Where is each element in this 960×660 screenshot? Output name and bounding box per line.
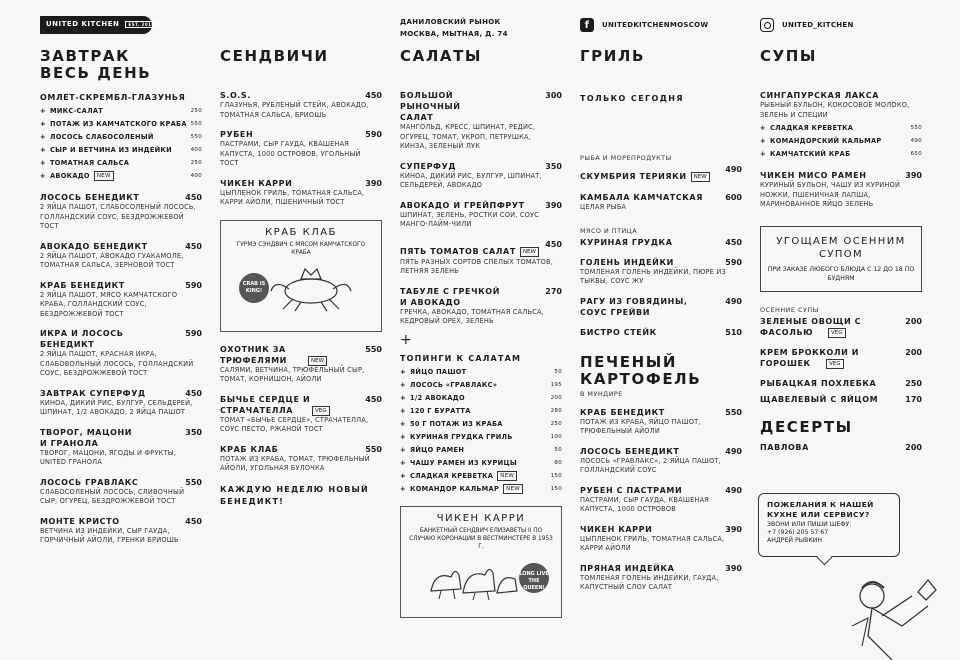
topping-item: + КОМАНДОР КАЛЬМАР NEW 150 [400, 483, 562, 496]
salads-column [400, 48, 562, 618]
option-item: + ТОМАТНАЯ САЛЬСА 250 [40, 157, 202, 170]
item-price: 200 [905, 347, 922, 357]
veg-badge: VEG [828, 328, 846, 338]
promo-desc: БАНКЕТНЫЙ СЕНДВИЧ ЕЛИЗАВЕТЫ II ПО СЛУЧАЮ КОРОНАЦИИ В ВЕСТМИНСТЕРЕ В 1953 Г. [409, 527, 553, 550]
laksa-options [760, 122, 922, 161]
menu-item: КРАБ КЛАБ 550 ПОТАЖ ИЗ КРАБА, ТОМАТ, ТРЮФЕЛЬНЫЙ АЙОЛИ, УГОЛЬНАЯ БУЛОЧКА [220, 444, 382, 472]
item-price: 550 [185, 477, 202, 487]
grill-column [580, 48, 742, 593]
promo-desc: ПРИ ЗАКАЗЕ ЛЮБОГО БЛЮДА С 12 ДО 18 ПО БУДНЯМ [767, 265, 915, 282]
item-desc: МАНГОЛЬД, КРЕСС, ШПИНАТ, РЕДИС, ОГУРЕЦ, ТОМАТ, УКРОП, ПЕТРУШКА, КИНЗА, ЗЕЛЕНЫЙ ЛУК [400, 123, 536, 150]
topping-item: + 1/2 АВОКАДО 200 [400, 392, 562, 405]
new-badge: NEW [503, 484, 523, 494]
item-desc: 2 ЯЙЦА ПАШОТ, АВОКАДО ГУАКАМОЛЕ, ТОМАТНАЯ САЛЬСА, ЗЕРНОВОЙ ТОСТ [40, 251, 184, 269]
desserts-title: ДЕСЕРТЫ [760, 417, 853, 436]
option-item: + ЛОСОСЬ СЛАБОСОЛЕНЫЙ 550 [40, 131, 202, 144]
item-price: 390 [725, 524, 742, 534]
promo-desc: ГУРМЭ СЭНДВИЧ С МЯСОМ КАМЧАТСКОГО КРАБА [236, 241, 366, 256]
feedback-bubble [758, 493, 900, 557]
item-price: 450 [545, 239, 562, 249]
fish-subtitle: РЫБА И МОРЕПРОДУКТЫ [580, 154, 672, 162]
item-price: 490 [725, 446, 742, 456]
divider-cross: + [400, 331, 412, 348]
item-desc: ЦЫПЛЕНОК ГРИЛЬ, ТОМАТНАЯ САЛЬСА, КАРРИ АЙОЛИ [580, 534, 725, 552]
item-price: 600 [725, 193, 742, 202]
new-badge: NEW [520, 247, 539, 257]
item-desc: СЛАБОСОЛЕНЫЙ ЛОСОСЬ, СЛИВОЧНЫЙ СЫР, ОГУРЕЦ, БЕЗДРОЖЖЕВОЙ ТОСТ [40, 487, 185, 505]
feedback-phone[interactable]: +7 (926) 205 57 67 [767, 529, 829, 536]
menu-item: АВОКАДО БЕНЕДИКТ 450 2 ЯЙЦА ПАШОТ, АВОКАДО ГУАКАМОЛЕ, ТОМАТНАЯ САЛЬСА, ЗЕРНОВОЙ ТОСТ [40, 241, 202, 269]
topping-item: + СЛАДКАЯ КРЕВЕТКА NEW 150 [400, 470, 562, 483]
salads-title: САЛАТЫ [400, 47, 483, 65]
crab-stamp: CRAB IS KING! [239, 273, 269, 303]
menu-item [40, 92, 202, 183]
item-desc: 2 ЯЙЦА ПАШОТ, МЯСО КАМЧАТСКОГО КРАБА, ГОЛЛАНДСКИЙ СОУС, БЕЗДРОЖЖЕВОЙ ТОСТ [40, 290, 178, 318]
soups-title: СУПЫ [760, 47, 818, 65]
menu-item: РЫБАЦКАЯ ПОХЛЕБКА 250 [760, 378, 922, 388]
menu-item: ОХОТНИК ЗА ТРЮФЕЛЯМИ NEW 550 САЛЯМИ, ВЕТЧИНА, ТРЮФЕЛЬНЫЙ СЫР, ТОМАТ, КОРНИШОН, АЙОЛИ [220, 344, 382, 383]
sandwiches-title: СЕНДВИЧИ [220, 47, 329, 65]
menu-item: БЫЧЬЕ СЕРДЦЕ И СТРАЧАТЕЛЛА VEG 450 ТОМАТ «БЫЧЬЕ СЕРДЦЕ», СТРАЧАТЕЛЛА, СОУС ПЕСТО, РЖАНОЙ ТОСТ [220, 394, 382, 433]
menu-item: СУПЕРФУД 350 КИНОА, ДИКИЙ РИС, БУЛГУР, ШПИНАТ, СЕЛЬДЕРЕЙ, АВОКАДО [400, 161, 562, 189]
item-desc: КИНОА, ДИКИЙ РИС, БУЛГУР, ШПИНАТ, СЕЛЬДЕРЕЙ, АВОКАДО [400, 171, 542, 189]
promo-title: УГОЩАЕМ ОСЕННИМ СУПОМ [776, 235, 906, 260]
item-price: 450 [185, 516, 202, 526]
menu-item: ПЯТЬ ТОМАТОВ САЛАТ NEW 450 ПЯТЬ РАЗНЫХ СОРТОВ СПЕЛЫХ ТОМАТОВ, ЛЕТНЯЯ ЗЕЛЕНЬ [400, 239, 562, 275]
menu-item: ЩАВЕЛЕВЫЙ С ЯЙЦОМ 170 [760, 394, 922, 404]
option-item: + СЫР И ВЕТЧИНА ИЗ ИНДЕЙКИ 400 [40, 144, 202, 157]
menu-item: КРЕМ БРОККОЛИ И ГОРОШЕК VEG 200 [760, 347, 922, 368]
veg-badge: VEG [312, 406, 330, 416]
chef-illustration [832, 566, 942, 660]
menu-item: ЧИКЕН МИСО РАМЕН 390 КУРИНЫЙ БУЛЬОН, ЧАШУ ИЗ КУРИНОЙ НОЖКИ, ПШЕНИЧНАЯ ЛАПША, МАРИНОВАННОЕ ЯЙЦО ЗЕЛЕНЬ [760, 171, 922, 208]
option-item: + КОМАНДОРСКИЙ КАЛЬМАР 490 [760, 135, 922, 148]
queen-stamp: LONG LIVE THE QUEEN! [519, 563, 549, 593]
breakfast-column [40, 48, 202, 546]
restaurant-logo [40, 16, 155, 34]
address: ДАНИЛОВСКИЙ РЫНОК МОСКВА, МЫТНАЯ, Д. 74 [400, 18, 508, 38]
item-price: 390 [545, 200, 562, 210]
item-desc: ПЯТЬ РАЗНЫХ СОРТОВ СПЕЛЫХ ТОМАТОВ, ЛЕТНЯЯ ЗЕЛЕНЬ [400, 257, 554, 275]
item-desc: САЛЯМИ, ВЕТЧИНА, ТРЮФЕЛЬНЫЙ СЫР, ТОМАТ, КОРНИШОН, АЙОЛИ [220, 365, 365, 383]
menu-item: СИНГАПУРСКАЯ ЛАКСА РЫБНЫЙ БУЛЬОН, КОКОСОВОЕ МОЛОКО, ЗЕЛЕНЬ И СПЕЦИИ + СЛАДКАЯ КРЕВЕТКА 550 + КОМАНДОРСКИЙ КАЛЬМАР 490 + КАМЧАТСКИЙ КРАБ 650 [760, 90, 922, 161]
item-price: 450 [185, 388, 202, 398]
item-price: 590 [185, 329, 202, 338]
item-desc: РЫБНЫЙ БУЛЬОН, КОКОСОВОЕ МОЛОКО, ЗЕЛЕНЬ И СПЕЦИИ [760, 101, 910, 119]
promo-title: ЧИКЕН КАРРИ [436, 512, 526, 524]
item-price: 390 [725, 563, 742, 573]
item-price: 170 [905, 394, 922, 404]
new-badge: NEW [691, 172, 710, 182]
item-price: 450 [185, 241, 202, 251]
menu-item: ЗАВТРАК СУПЕРФУД 450 КИНОА, ДИКИЙ РИС, БУЛГУР, СЕЛЬДЕРЕЙ, ШПИНАТ, 1/2 АВОКАДО, 2 ЯЙЦА ПАШОТ [40, 388, 202, 416]
new-badge: NEW [94, 171, 114, 181]
option-item: + МИКС-САЛАТ 250 [40, 105, 202, 118]
item-desc: ЛОСОСЬ «ГРАВЛАКС», 2 ЯЙЦА ПАШОТ, ГОЛЛАНДСКИЙ СОУС [580, 456, 721, 474]
instagram-icon [760, 18, 774, 32]
veg-badge: VEG [826, 359, 844, 369]
item-desc: 2 ЯЙЦА ПАШОТ, СЛАБОСОЛЕНЫЙ ЛОСОСЬ, ГОЛЛАНДСКИЙ СОУС, БЕЗДРОЖЖЕВОЙ ТОСТ [40, 203, 196, 230]
item-price: 350 [545, 161, 562, 171]
menu-item: ПРЯНАЯ ИНДЕЙКА 390 ТОМЛЕНАЯ ГОЛЕНЬ ИНДЕЙКИ, ГАУДА, КАПУСТНЫЙ СЛОУ САЛАТ [580, 563, 742, 591]
item-price: 590 [185, 280, 202, 290]
top-bar [0, 14, 960, 44]
menu-item: ЛОСОСЬ БЕНЕДИКТ 450 2 ЯЙЦА ПАШОТ, СЛАБОСОЛЕНЫЙ ЛОСОСЬ, ГОЛЛАНДСКИЙ СОУС, БЕЗДРОЖЖЕВОЙ ТОСТ [40, 193, 202, 230]
menu-item: ЧИКЕН КАРРИ 390 ЦЫПЛЕНОК ГРИЛЬ, ТОМАТНАЯ САЛЬСА, КАРРИ АЙОЛИ, ПШЕНИЧНЫЙ ТОСТ [220, 178, 382, 206]
menu-item: РАГУ ИЗ ГОВЯДИНЫ, СОУС ГРЕЙВИ 490 [580, 296, 742, 317]
instagram-link[interactable] [760, 18, 854, 32]
topping-item: + ЯЙЦО ПАШОТ 50 [400, 366, 562, 379]
menu-item: КУРИНАЯ ГРУДКА 450 [580, 237, 742, 247]
item-price: 550 [365, 444, 382, 454]
feedback-title: ПОЖЕЛАНИЯ К НАШЕЙ КУХНЕ ИЛИ СЕРВИСУ? [767, 500, 874, 519]
menu-item: ЛОСОСЬ БЕНЕДИКТ 490 ЛОСОСЬ «ГРАВЛАКС», 2 ЯЙЦА ПАШОТ, ГОЛЛАНДСКИЙ СОУС [580, 446, 742, 474]
feedback-chef: АНДРЕЙ РЫВКИН [767, 537, 823, 544]
item-price: 300 [545, 91, 562, 100]
potato-subtitle: В МУНДИРЕ [580, 389, 623, 398]
menu-item: S.O.S. 450 ГЛАЗУНЬЯ, РУБЛЕНЫЙ СТЕЙК, АВОКАДО, ТОМАТНАЯ САЛЬСА, БРИОШЬ [220, 91, 382, 119]
menu-item: ЧИКЕН КАРРИ 390 ЦЫПЛЕНОК ГРИЛЬ, ТОМАТНАЯ САЛЬСА, КАРРИ АЙОЛИ [580, 524, 742, 552]
item-desc: ГЛАЗУНЬЯ, РУБЛЕНЫЙ СТЕЙК, АВОКАДО, ТОМАТНАЯ САЛЬСА, БРИОШЬ [220, 101, 369, 119]
item-desc: ПАСТРАМИ, СЫР ГАУДА, КВАШЕНАЯ КАПУСТА, 1000 ОСТРОВОВ [580, 495, 710, 513]
item-price: 450 [725, 237, 742, 247]
item-price: 490 [725, 296, 742, 306]
item-price: 550 [725, 407, 742, 417]
menu-item: ИКРА И ЛОСОСЬ БЕНЕДИКТ 590 2 ЯЙЦА ПАШОТ, КРАСНАЯ ИКРА, СЛАБОВОЛЬНЫЙ ЛОСОСЬ, ГОЛЛАНДСКИЙ СОУС, БЕЗДРОЖЖЕВОЙ ТОСТ [40, 329, 202, 377]
topping-item: + КУРИНАЯ ГРУДКА ГРИЛЬ 100 [400, 431, 562, 444]
crab-club-promo-box [220, 220, 382, 332]
item-desc: ЦЕЛАЯ РЫБА [580, 203, 627, 211]
menu-item: КАМБАЛА КАМЧАТСКАЯ 600 ЦЕЛАЯ РЫБА [580, 193, 742, 211]
item-price: 590 [365, 130, 382, 139]
menu-item: КРАБ БЕНЕДИКТ 550 ПОТАЖ ИЗ КРАБА, ЯЙЦО ПАШОТ, ТРЮФЕЛЬНЫЙ АЙОЛИ [580, 407, 742, 435]
menu-item: РУБЕН 590 ПАСТРАМИ, СЫР ГАУДА, КВАШЕНАЯ КАПУСТА, 1000 ОСТРОВОВ, УГОЛЬНЫЙ ТОСТ [220, 130, 382, 167]
item-price: 450 [365, 394, 382, 404]
item-price: 250 [905, 378, 922, 388]
item-price: 270 [545, 286, 562, 296]
topping-item: + ЛОСОСЬ «ГРАВЛАКС» 195 [400, 379, 562, 392]
menu-item: ТВОРОГ, МАЦОНИ И ГРАНОЛА 350 ТВОРОГ, МАЦОНИ, ЯГОДЫ И ФРУКТЫ, UNITED ГРАНОЛА [40, 427, 202, 466]
crab-illustration [229, 261, 373, 313]
potato-title: ПЕЧЕНЫЙ КАРТОФЕЛЬ [580, 352, 702, 388]
facebook-icon: f [580, 18, 594, 32]
logo-text: UNITED KITCHEN [46, 20, 120, 28]
item-price: 450 [185, 193, 202, 202]
menu-item: КРАБ БЕНЕДИКТ 590 2 ЯЙЦА ПАШОТ, МЯСО КАМЧАТСКОГО КРАБА, ГОЛЛАНДСКИЙ СОУС, БЕЗДРОЖЖЕВОЙ ТОСТ [40, 280, 202, 318]
feedback-desc: ЗВОНИ ИЛИ ПИШИ ШЕФУ: [767, 521, 852, 528]
item-desc: ТОМАТ «БЫЧЬЕ СЕРДЦЕ», СТРАЧАТЕЛЛА, СОУС ПЕСТО, РЖАНОЙ ТОСТ [220, 415, 369, 433]
item-desc: 2 ЯЙЦА ПАШОТ, КРАСНАЯ ИКРА, СЛАБОВОЛЬНЫЙ ЛОСОСЬ, ГОЛЛАНДСКИЙ СОУС, БЕЗДРОЖЖЕВОЙ ТОСТ [40, 350, 194, 377]
item-desc: ШПИНАТ, ЗЕЛЕНЬ, РОСТКИ СОИ, СОУС МАНГО-ЛАЙМ-ЧИЛИ [400, 210, 540, 228]
item-desc: ПОТАЖ ИЗ КРАБА, ЯЙЦО ПАШОТ, ТРЮФЕЛЬНЫЙ АЙОЛИ [580, 417, 701, 435]
item-desc: ЦЫПЛЕНОК ГРИЛЬ, ТОМАТНАЯ САЛЬСА, КАРРИ АЙОЛИ, ПШЕНИЧНЫЙ ТОСТ [220, 188, 365, 206]
item-price: 510 [725, 327, 742, 337]
topping-item: + 120 Г БУРАТТА 280 [400, 405, 562, 418]
toppings-title: ТОПИНГИ К САЛАТАМ [400, 353, 522, 363]
autumn-soups-subtitle: ОСЕННИЕ СУПЫ [760, 305, 819, 314]
soups-column [760, 48, 922, 453]
menu-item: ЛОСОСЬ ГРАВЛАКС 550 СЛАБОСОЛЕНЫЙ ЛОСОСЬ, СЛИВОЧНЫЙ СЫР, ОГУРЕЦ, БЕЗДРОЖЖЕВОЙ ТОСТ [40, 477, 202, 505]
item-desc: ПАСТРАМИ, СЫР ГАУДА, КВАШЕНАЯ КАПУСТА, 1000 ОСТРОВОВ, УГОЛЬНЫЙ ТОСТ [220, 140, 361, 167]
item-name: ОМЛЕТ-СКРЕМБЛ-ГЛАЗУНЬЯ [40, 93, 186, 102]
autumn-soup-promo-box [760, 226, 922, 292]
item-price: 200 [905, 316, 922, 326]
today-only-label: ТОЛЬКО СЕГОДНЯ [580, 94, 684, 103]
weekly-benedict-promo: КАЖДУЮ НЕДЕЛЮ НОВЫЙ БЕНЕДИКТ! [220, 484, 369, 506]
item-price: 490 [725, 165, 742, 174]
menu-item: ГОЛЕНЬ ИНДЕЙКИ 590 ТОМЛЕНАЯ ГОЛЕНЬ ИНДЕЙКИ, ПЮРЕ ИЗ ТЫКВЫ, СОУС ЖУ [580, 257, 742, 285]
item-price: 450 [365, 91, 382, 100]
option-item: + КАМЧАТСКИЙ КРАБ 650 [760, 148, 922, 161]
grill-title: ГРИЛЬ [580, 47, 645, 65]
item-desc: ТВОРОГ, МАЦОНИ, ЯГОДЫ И ФРУКТЫ, UNITED ГРАНОЛА [40, 448, 177, 466]
menu-item: МОНТЕ КРИСТО 450 ВЕТЧИНА ИЗ ИНДЕЙКИ, СЫР ГАУДА, ГОРЧИЧНЫЙ АЙОЛИ, ГРЕНКИ БРИОШЬ [40, 516, 202, 544]
chickens-illustration [409, 555, 553, 601]
item-price: 200 [905, 442, 922, 452]
omelet-options [40, 105, 202, 183]
item-price: 350 [185, 427, 202, 437]
promo-title: КРАБ КЛАБ [265, 226, 337, 238]
option-item: + АВОКАДО NEW 400 [40, 170, 202, 183]
instagram-handle: UNITED_KITCHEN [782, 21, 854, 29]
menu-item: АВОКАДО И ГРЕЙПФРУТ 390 ШПИНАТ, ЗЕЛЕНЬ, РОСТКИ СОИ, СОУС МАНГО-ЛАЙМ-ЧИЛИ [400, 200, 562, 228]
menu-item: ТАБУЛЕ С ГРЕЧКОЙ И АВОКАДО 270 ГРЕЧКА, АВОКАДО, ТОМАТНАЯ САЛЬСА, КЕДРОВЫЙ ОРЕХ, ЗЕЛЕНЬ [400, 286, 562, 325]
chicken-curry-promo-box [400, 506, 562, 618]
topping-item: + ЧАШУ РАМЕН ИЗ КУРИЦЫ 80 [400, 457, 562, 470]
facebook-link[interactable] [580, 18, 708, 32]
logo-est: EST. 2016 [125, 21, 157, 28]
new-badge: NEW [308, 356, 327, 366]
item-price: 390 [365, 178, 382, 188]
new-badge: NEW [497, 471, 517, 481]
menu-item: РУБЕН С ПАСТРАМИ 490 ПАСТРАМИ, СЫР ГАУДА, КВАШЕНАЯ КАПУСТА, 1000 ОСТРОВОВ [580, 485, 742, 513]
item-desc: ТОМЛЕНАЯ ГОЛЕНЬ ИНДЕЙКИ, ПЮРЕ ИЗ ТЫКВЫ, СОУС ЖУ [580, 267, 726, 285]
option-item: + СЛАДКАЯ КРЕВЕТКА 550 [760, 122, 922, 135]
item-desc: КИНОА, ДИКИЙ РИС, БУЛГУР, СЕЛЬДЕРЕЙ, ШПИНАТ, 1/2 АВОКАДО, 2 ЯЙЦА ПАШОТ [40, 398, 193, 416]
item-desc: КУРИНЫЙ БУЛЬОН, ЧАШУ ИЗ КУРИНОЙ НОЖКИ, ПШЕНИЧНАЯ ЛАПША, МАРИНОВАННОЕ ЯЙЦО ЗЕЛЕНЬ [760, 181, 901, 208]
option-item: + ПОТАЖ ИЗ КАМЧАТСКОГО КРАБА 550 [40, 118, 202, 131]
menu-item: СКУМБРИЯ ТЕРИЯКИ NEW 490 [580, 165, 742, 181]
menu-item: ПАВЛОВА 200 [760, 442, 922, 452]
facebook-handle: UNITEDKITCHENMOSCOW [602, 21, 709, 29]
item-desc: ПОТАЖ ИЗ КРАБА, ТОМАТ, ТРЮФЕЛЬНЫЙ АЙОЛИ, УГОЛЬНАЯ БУЛОЧКА [220, 454, 370, 472]
item-desc: ГРЕЧКА, АВОКАДО, ТОМАТНАЯ САЛЬСА, КЕДРОВЫЙ ОРЕХ, ЗЕЛЕНЬ [400, 307, 545, 325]
item-price: 550 [365, 344, 382, 354]
breakfast-title: ЗАВТРАК ВЕСЬ ДЕНЬ [40, 47, 152, 82]
menu-item: БИСТРО СТЕЙК 510 [580, 327, 742, 337]
topping-item: + 50 Г ПОТАЖ ИЗ КРАБА 250 [400, 418, 562, 431]
item-price: 390 [905, 171, 922, 180]
topping-item: + ЯЙЦО РАМЕН 50 [400, 444, 562, 457]
menu-item: БОЛЬШОЙ РЫНОЧНЫЙ САЛАТ 300 МАНГОЛЬД, КРЕСС, ШПИНАТ, РЕДИС, ОГУРЕЦ, ТОМАТ, УКРОП, ПЕТРУШКА, КИНЗА, ЗЕЛЕНЫЙ ЛУК [400, 91, 562, 150]
item-desc: ТОМЛЕНАЯ ГОЛЕНЬ ИНДЕЙКИ, ГАУДА, КАПУСТНЫЙ СЛОУ САЛАТ [580, 573, 719, 591]
item-desc: ВЕТЧИНА ИЗ ИНДЕЙКИ, СЫР ГАУДА, ГОРЧИЧНЫЙ АЙОЛИ, ГРЕНКИ БРИОШЬ [40, 526, 179, 544]
sandwiches-column [220, 48, 382, 508]
item-price: 590 [725, 257, 742, 267]
item-price: 490 [725, 485, 742, 495]
meat-subtitle: МЯСО И ПТИЦА [580, 226, 638, 235]
menu-item: ЗЕЛЕНЫЕ ОВОЩИ С ФАСОЛЬЮ VEG 200 [760, 316, 922, 337]
toppings-list [400, 366, 562, 496]
